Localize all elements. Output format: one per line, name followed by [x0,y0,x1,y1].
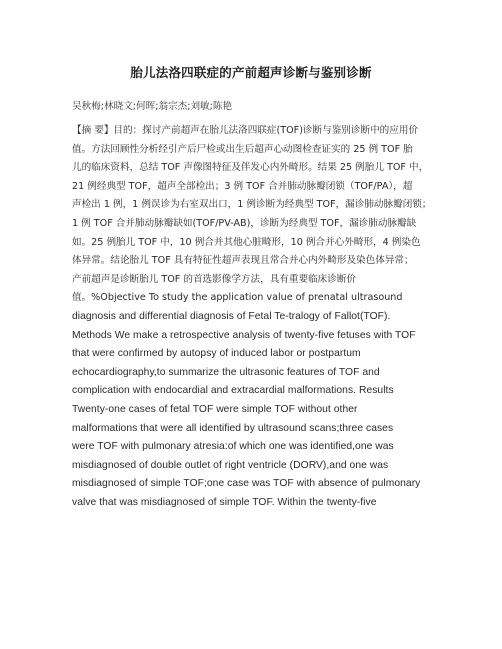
abstract-english [72,308,444,513]
abstract-line: 产前超声是诊断胎儿 TOF 的首选影像学方法，具有重要临床诊断价 [72,273,357,285]
abstract-line: echocardiography,to summarize the ultrasonic features of TOF and [72,366,380,378]
abstract-line: 声检出 1 例，1 例误诊为右室双出口，1 例诊断为经典型 TOF，漏诊肺动脉瓣闭锁； [72,199,432,211]
abstract-line: misdiagnosed of double outlet of right ventricle (DORV),and one was [72,459,389,471]
abstract-line: 儿的临床资料，总结 TOF 声像图特征及伴发心内外畸形。结果 25 例胎儿 TOF 中， [72,162,429,174]
abstract-line: that were confirmed by autopsy of induced labor or postpartum [72,348,361,360]
abstract-line: 值。%Objective To study the application value of prenatal ultrasound [72,292,403,304]
abstract-line: 【摘 要】目的：探讨产前超声在胎儿法洛四联症(TOF)诊断与鉴别诊断中的应用价 [72,125,419,136]
abstract-line: Methods We make a retrospective analysis of twenty-five fetuses with TOF [72,329,416,341]
abstract-line: 体异常。结论胎儿 TOF 具有特征性超声表现且常合并心内外畸形及染色体异常； [72,255,414,267]
abstract-line: valve that was misdiagnosed of simple TOF. Within the twenty-five [72,496,377,508]
abstract-line: misdiagnosed of simple TOF;one case was TOF with absence of pulmonary [72,478,421,490]
abstract-line: 值。方法回顾性分析经引产后尸检或出生后超声心动图检查证实的 25 例 TOF 胎 [72,143,413,155]
document-authors: 吴秋梅;林晓文;何晖;翁宗杰;刘敏;陈艳 [72,101,233,112]
abstract-line: Twenty-one cases of fetal TOF were simple TOF without other [72,403,358,415]
document-title: 胎儿法洛四联症的产前超声诊断与鉴别诊断 [130,65,372,80]
abstract-line: 如。25 例胎儿 TOF 中，10 例合并其他心脏畸形，10 例合并心外畸形，4 例染色 [72,236,421,248]
abstract-line: complication with endocardial and extracardial malformations. Results [72,385,394,397]
abstract-line: were TOF with pulmonary atresia:of which one was identified,one was [72,441,394,453]
abstract-chinese [72,122,444,308]
abstract-line: diagnosis and differential diagnosis of Fetal Te-tralogy of Fallot(TOF). [72,311,391,322]
abstract-line: malformations that were all identified by ultrasound scans;three cases [72,422,394,434]
abstract-line: 1 例 TOF 合并肺动脉瓣缺如(TOF/PV-AB)，诊断为经典型 TOF，漏诊肺动脉瓣缺 [72,217,417,229]
abstract-line: 21 例经典型 TOF，超声全部检出；3 例 TOF 合并肺动脉瓣闭锁（TOF/PA），超 [72,180,413,192]
